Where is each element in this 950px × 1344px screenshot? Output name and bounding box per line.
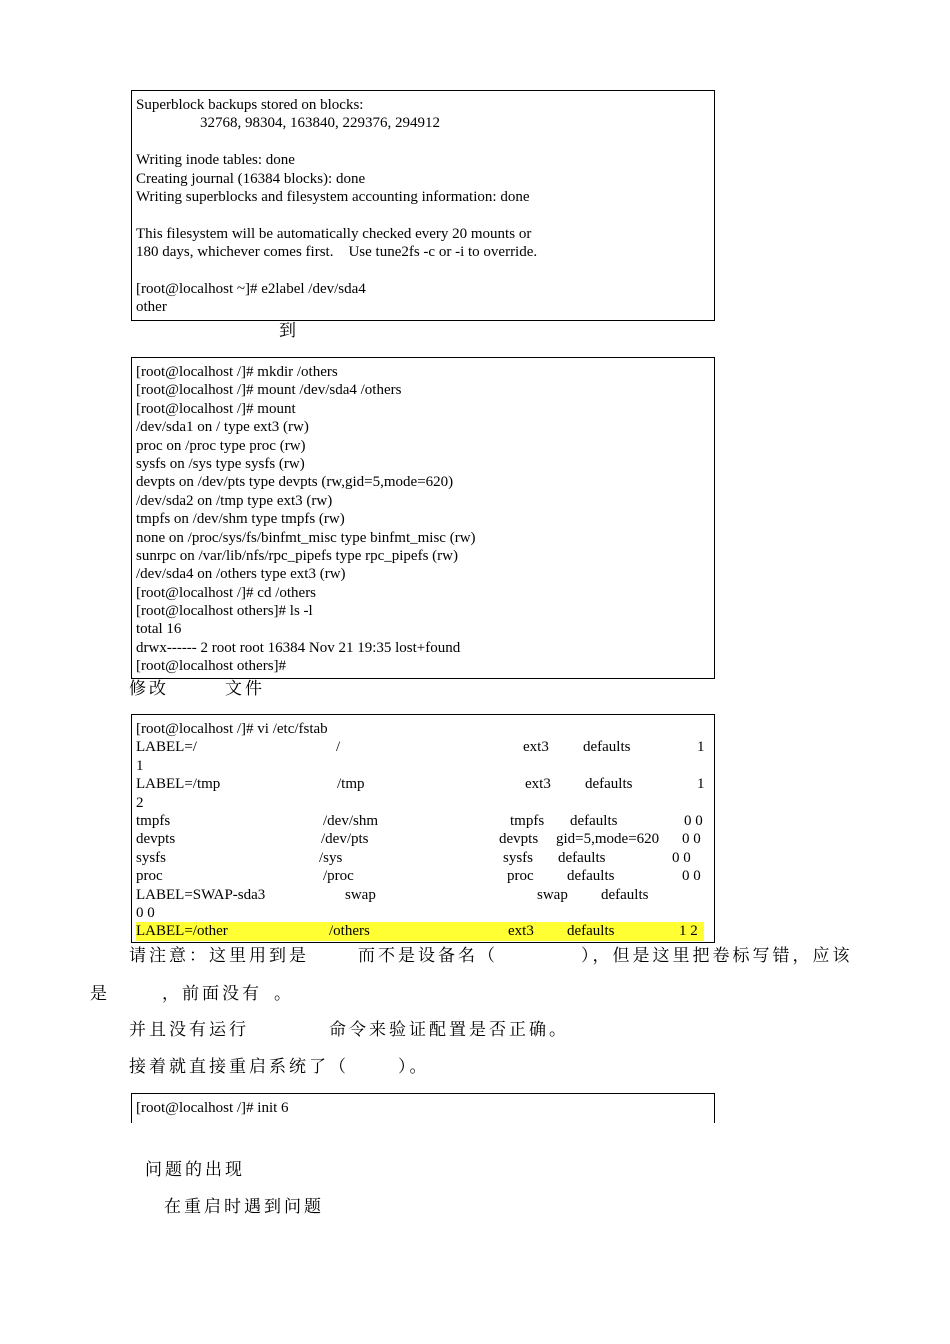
- terminal-line: [root@localhost /]# vi /etc/fstab: [136, 721, 328, 737]
- fstab-mountpoint: /proc: [323, 868, 354, 885]
- fstab-row-wrap: [136, 757, 704, 775]
- fstab-options: gid=5,mode=620: [556, 831, 660, 848]
- terminal-line: [root@localhost ~]# e2label /dev/sda4: [136, 280, 366, 297]
- fstab-row: [136, 775, 704, 793]
- terminal-init6: [131, 1093, 715, 1123]
- terminal-line: [root@localhost /]# mount: [136, 400, 296, 417]
- fstab-mountpoint: swap: [345, 886, 376, 903]
- paragraph-note-part1: 请注意：这里用到是: [129, 946, 309, 966]
- fstab-row: [136, 849, 704, 867]
- fstab-options: defaults: [585, 776, 633, 793]
- fstab-options: defaults: [570, 812, 618, 829]
- fstab-row: [136, 812, 704, 830]
- terminal-line: total 16: [136, 621, 182, 638]
- fstab-device: sysfs: [136, 849, 167, 866]
- fstab-options: defaults: [601, 886, 649, 903]
- terminal-line: devpts on /dev/pts type devpts (rw,gid=5,mode=620): [136, 474, 454, 491]
- paragraph-note-cont2: ，前面没有: [162, 984, 262, 1004]
- terminal-line: other: [136, 299, 167, 316]
- paragraph-note-part3: ），但是这里把卷标写错，应该: [581, 946, 853, 966]
- terminal-line: [root@localhost /]# mount /dev/sda4 /others: [136, 382, 402, 399]
- terminal-line: [root@localhost /]# mkdir /others: [136, 364, 338, 380]
- fstab-fstype: sysfs: [503, 849, 534, 866]
- fstab-mountpoint: /dev/shm: [323, 812, 378, 829]
- fstab-listing: [131, 714, 715, 943]
- fstab-device: devpts: [136, 831, 176, 848]
- terminal-line: tmpfs on /dev/shm type tmpfs (rw): [136, 511, 345, 528]
- fstab-device: LABEL=/tmp: [136, 776, 221, 793]
- fstab-options: defaults: [583, 739, 631, 756]
- terminal-line: [root@localhost /]# init 6: [136, 1100, 289, 1116]
- terminal-line: /dev/sda1 on / type ext3 (rw): [136, 419, 309, 436]
- terminal-line: proc on /proc type proc (rw): [136, 437, 306, 454]
- terminal-line: 180 days, whichever comes first. Use tune2fs -c or -i to override.: [136, 244, 538, 261]
- fstab-dump-pass: 0 0: [684, 812, 703, 829]
- terminal-line: [root@localhost /]# cd /others: [136, 584, 317, 601]
- fstab-options: defaults: [558, 849, 606, 866]
- fstab-device: tmpfs: [136, 812, 171, 829]
- fstab-fstype: devpts: [499, 831, 539, 848]
- fstab-dump-pass: 1: [697, 739, 705, 756]
- terminal-line: /dev/sda4 on /others type ext3 (rw): [136, 566, 346, 583]
- caption-file: 文件: [225, 679, 265, 699]
- terminal-line: sysfs on /sys type sysfs (rw): [136, 455, 305, 472]
- fstab-dump-pass: 0 0: [682, 831, 701, 848]
- fstab-row: [136, 830, 704, 848]
- fstab-mountpoint: /others: [329, 923, 370, 940]
- terminal-line: [root@localhost others]#: [136, 658, 287, 675]
- terminal-line: 32768, 98304, 163840, 229376, 294912: [200, 115, 440, 132]
- fstab-mountpoint: /dev/pts: [321, 831, 369, 848]
- terminal-output-mount: [131, 357, 715, 679]
- terminal-line: sunrpc on /var/lib/nfs/rpc_pipefs type rpc_pipefs (rw): [136, 547, 458, 564]
- paragraph-verify-part2: 命令来验证配置是否正确。: [329, 1020, 569, 1040]
- fstab-mountpoint: /tmp: [337, 776, 365, 793]
- terminal-line: [root@localhost others]# ls -l: [136, 603, 313, 620]
- fstab-dump-pass: 0 0: [682, 868, 701, 885]
- fstab-row-wrap: [136, 904, 704, 922]
- fstab-mountpoint: /: [336, 739, 341, 756]
- fstab-fstype: ext3: [508, 923, 534, 940]
- fstab-dump-pass: 1: [697, 776, 705, 793]
- section-subheading: 在重启时遇到问题: [164, 1197, 324, 1217]
- fstab-device: LABEL=SWAP-sda3: [136, 886, 266, 903]
- paragraph-note-cont3: 。: [274, 984, 294, 1004]
- terminal-line: /dev/sda2 on /tmp type ext3 (rw): [136, 492, 333, 509]
- caption-modify: 修改: [129, 679, 169, 699]
- fstab-row-wrap: [136, 794, 704, 812]
- fstab-device: LABEL=/other: [136, 923, 228, 940]
- terminal-line: Superblock backups stored on blocks:: [136, 97, 364, 113]
- fstab-row: [136, 886, 704, 904]
- fstab-mountpoint: /sys: [319, 849, 343, 866]
- paragraph-note-part2: 而不是设备名（: [358, 946, 498, 966]
- paragraph-reboot-part2: ）。: [398, 1057, 430, 1077]
- fstab-fstype: tmpfs: [510, 812, 545, 829]
- terminal-line: Creating journal (16384 blocks): done: [136, 170, 366, 187]
- caption-to: 到: [279, 321, 299, 341]
- terminal-line: Writing superblocks and filesystem accounting information: done: [136, 188, 530, 205]
- terminal-line: This filesystem will be automatically checked every 20 mounts or: [136, 225, 532, 242]
- fstab-dump-pass: 0 0: [672, 849, 691, 866]
- paragraph-note-cont1: 是: [90, 984, 110, 1004]
- terminal-line: Writing inode tables: done: [136, 152, 295, 169]
- fstab-row-highlighted: [136, 922, 704, 940]
- paragraph-reboot-part1: 接着就直接重启系统了（: [129, 1057, 349, 1077]
- fstab-row: [136, 867, 704, 885]
- terminal-line: drwx------ 2 root root 16384 Nov 21 19:35 lost+found: [136, 639, 461, 656]
- fstab-device: LABEL=/: [136, 739, 197, 756]
- fstab-fstype: proc: [507, 868, 534, 885]
- fstab-row: [136, 738, 704, 756]
- paragraph-verify-part1: 并且没有运行: [129, 1020, 249, 1040]
- fstab-fstype: ext3: [523, 739, 549, 756]
- fstab-device: proc: [136, 868, 163, 885]
- terminal-output-mkfs: [131, 90, 715, 321]
- fstab-dump-pass: 0 0: [136, 904, 155, 921]
- fstab-fstype: ext3: [525, 776, 551, 793]
- fstab-dump-pass: 1: [136, 757, 144, 774]
- fstab-dump-pass: 2: [136, 794, 144, 811]
- fstab-options: defaults: [567, 923, 615, 940]
- fstab-dump-pass: 1 2: [679, 923, 698, 940]
- fstab-options: defaults: [567, 868, 615, 885]
- terminal-line: none on /proc/sys/fs/binfmt_misc type binfmt_misc (rw): [136, 529, 476, 546]
- section-heading: 问题的出现: [145, 1160, 245, 1180]
- fstab-fstype: swap: [537, 886, 568, 903]
